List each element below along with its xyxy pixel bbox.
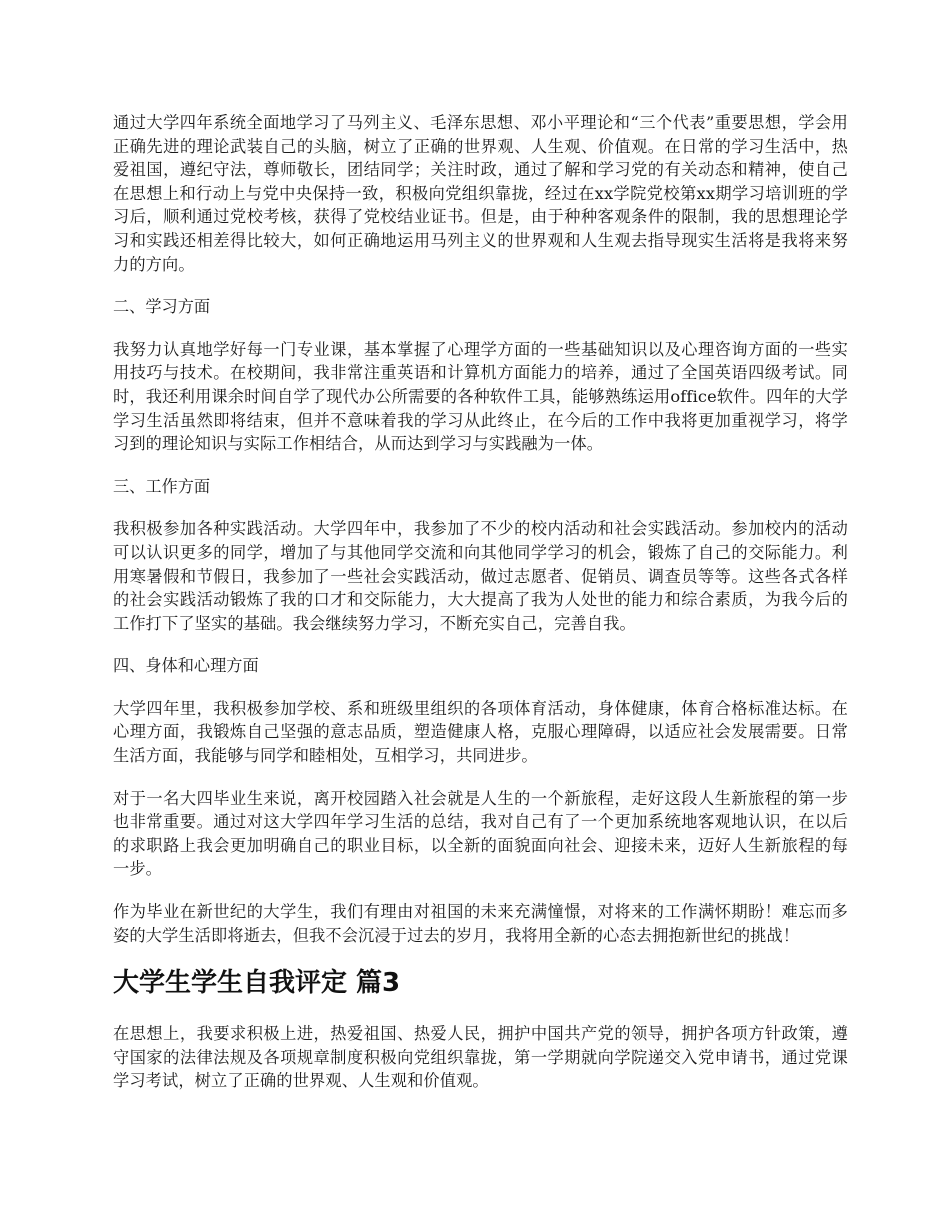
paragraph-health: 大学四年里，我积极参加学校、系和班级里组织的各项体育活动，身体健康，体育合格标准达标。在心理方面，我锻炼自己坚强的意志品质，塑造健康人格，克服心理障碍，以适应社会发展需要。日常生活方面，我能够与同学和睦相处，互相学习，共同进步。 [113,698,848,766]
article-title: 大学生学生自我评定 篇3 [113,968,401,999]
paragraph-article3: 在思想上，我要求积极上进，热爱祖国、热爱人民，拥护中国共产党的领导，拥护各项方针政策，遵守国家的法律法规及各项规章制度积极向党组织靠拢，第一学期就向学院递交入党申请书，通过党课学习考试，树立了正确的世界观、人生观和价值观。 [113,1024,848,1091]
document-page [113,111,848,1112]
section-heading-work: 三、工作方面 [113,476,211,496]
paragraph-closing-2: 作为毕业在新世纪的大学生，我们有理由对祖国的未来充满憧憬，对将来的工作满怀期盼！难忘而多姿的大学生活即将逝去，但我不会沉浸于过去的岁月，我将用全新的心态去拥抱新世纪的挑战！ [113,902,848,945]
paragraph-work: 我积极参加各种实践活动。大学四年中，我参加了不少的校内活动和社会实践活动。参加校内的活动可以认识更多的同学，增加了与其他同学交流和向其他同学学习的机会，锻炼了自己的交际能力。利用寒暑假和节假日，我参加了一些社会实践活动，做过志愿者、促销员、调查员等等。这些各式各样的社会实践活动锻炼了我的口才和交际能力，大大提高了我为人处世的能力和综合素质，为我今后的工作打下了坚实的基础。我会继续努力学习，不断充实自己，完善自我。 [113,519,848,633]
paragraph-closing-1: 对于一名大四毕业生来说，离开校园踏入社会就是人生的一个新旅程，走好这段人生新旅程的第一步也非常重要。通过对这大学四年学习生活的总结，我对自己有了一个更加系统地客观地认识，在以后的求职路上我会更加明确自己的职业目标，以全新的面貌面向社会、迎接未来，迈好人生新旅程的每一步。 [113,788,848,879]
paragraph-ideology: 通过大学四年系统全面地学习了马列主义、毛泽东思想、邓小平理论和“三个代表”重要思想，学会用正确先进的理论武装自己的头脑，树立了正确的世界观、人生观、价值观。在日常的学习生活中，热爱祖国，遵纪守法，尊师敬长，团结同学；关注时政，通过了解和学习党的有关动态和精神，使自己在思想上和行动上与党中央保持一致，积极向党组织靠拢，经过在xx学院党校第xx期学习培训班的学习后，顺利通过党校考核，获得了党校结业证书。但是，由于种种客观条件的限制，我的思想理论学习和实践还相差得比较大，如何正确地运用马列主义的世界观和人生观去指导现实生活将是我将来努力的方向。 [113,113,848,274]
section-heading-study: 二、学习方面 [113,297,211,317]
paragraph-study: 我努力认真地学好每一门专业课，基本掌握了心理学方面的一些基础知识以及心理咨询方面的一些实用技巧与技术。在校期间，我非常注重英语和计算机方面能力的培养，通过了全国英语四级考试。同时，我还利用课余时间自学了现代办公所需要的各种软件工具，能够熟练运用office软件。四年的大学学习生活虽然即将结束，但并不意味着我的学习从此终止，在今后的工作中我将更加重视学习，将学习到的理论知识与实际工作相结合，从而达到学习与实践融为一体。 [113,339,848,454]
section-heading-health: 四、身体和心理方面 [113,656,259,676]
